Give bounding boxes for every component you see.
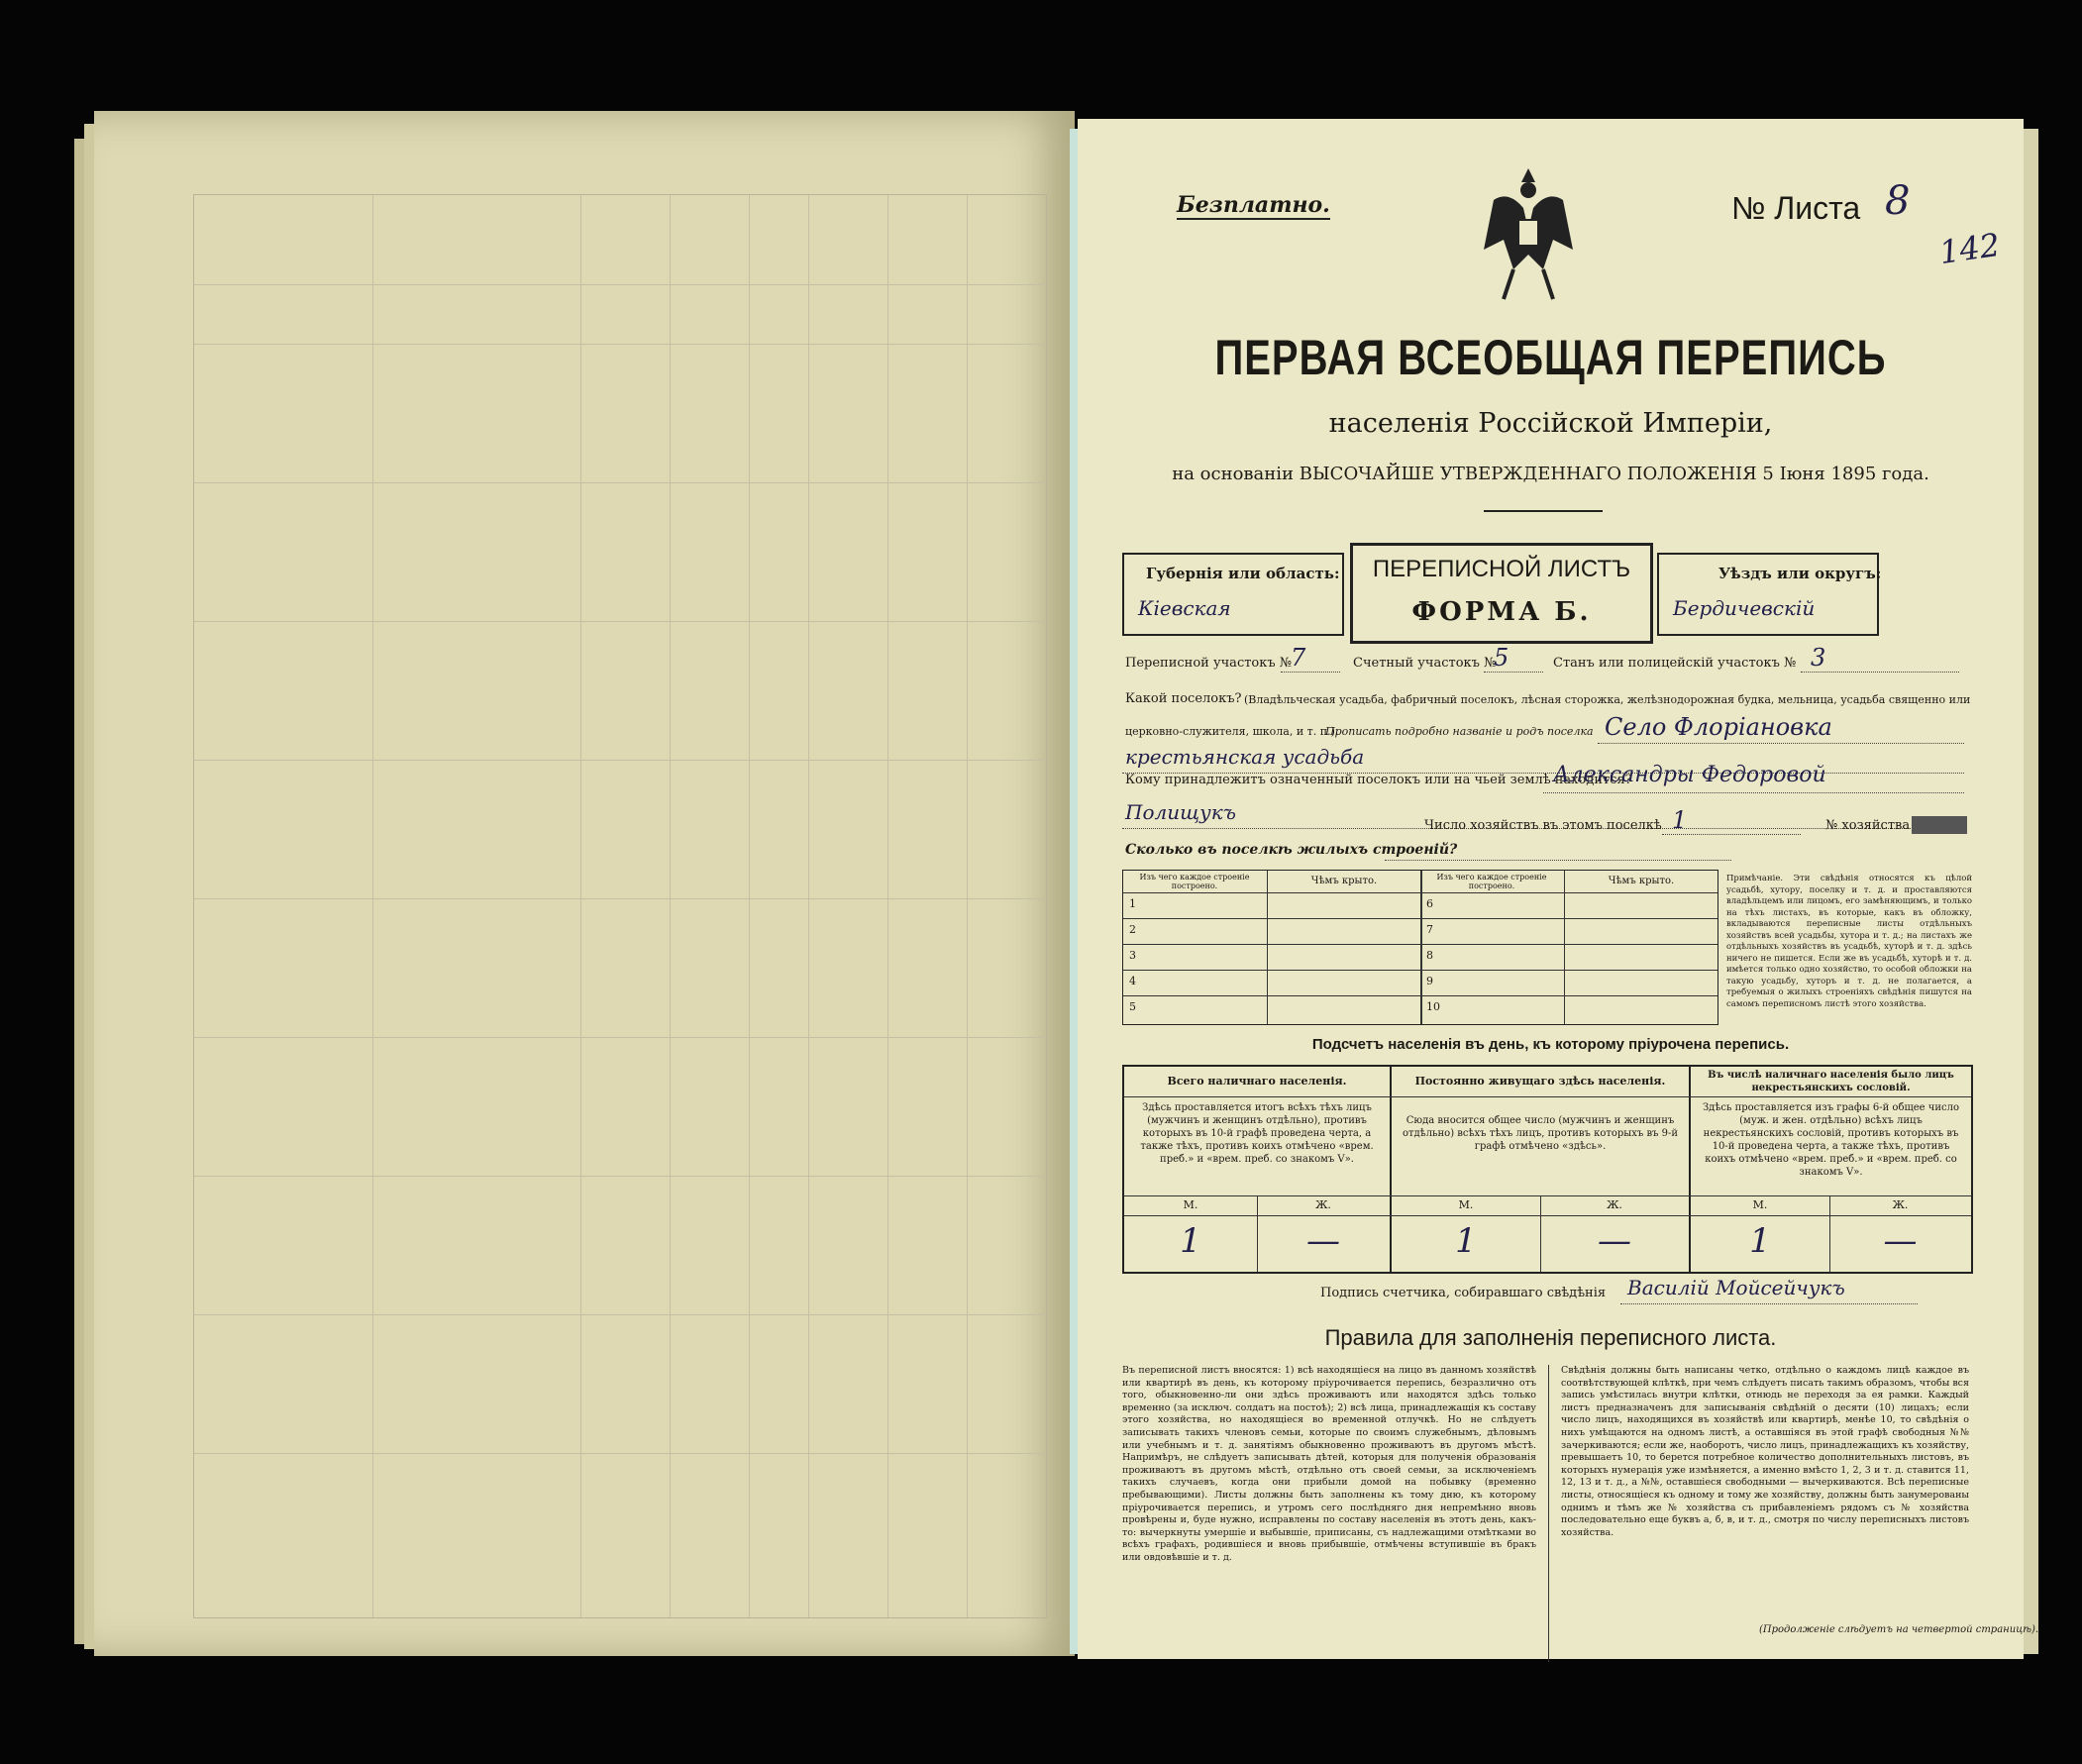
buildings-row-number: 9 — [1426, 975, 1433, 987]
resident-male-value: 1 — [1455, 1221, 1477, 1261]
buildings-col-material: Изъ чего каждое строеніе построено. — [1436, 873, 1547, 890]
male-label: М. — [1458, 1198, 1474, 1211]
census-subtitle: населенія Россійской Имперіи, — [1328, 408, 1773, 439]
households-label: Число хозяйствъ въ этомъ поселкѣ — [1424, 818, 1662, 833]
buildings-table — [1122, 870, 1718, 1025]
count-area-label: Счетный участокъ № — [1353, 656, 1497, 671]
rules-continued-note: (Продолженіе слѣдуетъ на четвертой страницѣ). — [1759, 1624, 2039, 1635]
signature-label: Подпись счетчика, собиравшаго свѣдѣнія — [1320, 1286, 1607, 1300]
buildings-row-number: 8 — [1426, 949, 1433, 962]
census-form-page — [1078, 119, 2039, 1659]
census-title: ПЕРВАЯ ВСЕОБЩАЯ ПЕРЕПИСЬ — [1214, 331, 1887, 386]
buildings-col-roof: Чѣмъ крыто. — [1310, 876, 1378, 886]
free-label: Безплатно. — [1177, 192, 1330, 218]
settlement-value-2: крестьянская усадьба — [1125, 745, 1365, 769]
buildings-row-number: 10 — [1426, 1000, 1440, 1013]
population-col-nonpeasant-text: Здѣсь проставляется изъ графы 6-й общее число (муж. и жен. отдѣльно) всѣхъ лицъ некрестьянскихъ сословій, противъ которыхъ въ 10-й проведена черта, а также тѣхъ, противъ коихъ отмѣчено «врем. преб.» и «врем. преб. со знакомъ V». — [1702, 1102, 1960, 1178]
stan-value: 3 — [1811, 644, 1826, 672]
settlement-label: Какой поселокъ? — [1125, 691, 1242, 706]
buildings-row-number: 6 — [1426, 897, 1433, 910]
sheet-number-value: 8 — [1885, 178, 1911, 224]
population-col-total-head: Всего наличнаго населенія. — [1167, 1075, 1347, 1088]
male-label: М. — [1183, 1198, 1198, 1211]
household-number-label: № хозяйства — [1825, 818, 1911, 833]
owner-value-2: Полищукъ — [1125, 800, 1236, 824]
gubernia-label: Губернія или область: — [1146, 565, 1340, 582]
female-label: Ж. — [1315, 1198, 1331, 1211]
gubernia-value: Кіевская — [1138, 596, 1231, 620]
stan-label: Станъ или полицейскій участокъ № — [1553, 656, 1797, 671]
population-table — [1122, 1065, 1973, 1274]
settlement-value: Село Флоріановка — [1605, 713, 1832, 741]
counter-signature: Василій Мойсейчукъ — [1627, 1276, 1845, 1299]
left-page — [94, 111, 1075, 1656]
households-value: 1 — [1672, 806, 1688, 834]
buildings-label: Сколько въ поселкѣ жилыхъ строеній? — [1125, 842, 1458, 858]
settlement-hint-2: церковно-служителя, школа, и т. п.). — [1125, 725, 1339, 738]
female-label: Ж. — [1607, 1198, 1622, 1211]
population-col-resident-text: Сюда вносится общее число (мужчинъ и женщинъ отдѣльно) всѣхъ тѣхъ лицъ, противъ которыхъ въ 9-й графѣ отмѣчено «здѣсь». — [1402, 1115, 1679, 1152]
count-area-value: 5 — [1494, 644, 1509, 672]
settlement-hint: (Владѣльческая усадьба, фабричный поселокъ, лѣсная сторожка, желѣзнодорожная будка, мельница, усадьба священно или — [1244, 693, 1971, 706]
buildings-row-number: 3 — [1129, 949, 1136, 962]
owner-value: Александры Федоровой — [1553, 763, 1826, 787]
total-male-value: 1 — [1180, 1221, 1201, 1261]
buildings-row-number: 5 — [1129, 1000, 1136, 1013]
imperial-eagle-emblem — [1474, 160, 1583, 309]
buildings-row-number: 4 — [1129, 975, 1136, 987]
female-label: Ж. — [1892, 1198, 1909, 1211]
nonpeasant-female-value: — — [1883, 1221, 1918, 1261]
total-female-value: — — [1306, 1221, 1340, 1261]
buildings-row-number: 1 — [1129, 897, 1136, 910]
buildings-col-roof: Чѣмъ крыто. — [1608, 876, 1675, 886]
census-basis: на основаніи ВЫСОЧАЙШЕ УТВЕРЖДЕННАГО ПОЛОЖЕНІЯ 5 Іюня 1895 года. — [1172, 464, 1929, 484]
census-area-value: 7 — [1291, 644, 1306, 672]
sheet-number-label: № Листа — [1731, 190, 1861, 226]
population-col-resident-head: Постоянно живущаго здѣсь населенія. — [1414, 1075, 1666, 1088]
rules-right-column: Свѣдѣнія должны быть написаны четко, отдѣльно о каждомъ лицѣ каждое въ соотвѣтствующей клѣткѣ, при чемъ слѣдуетъ писать такимъ образомъ, чтобы вся запись умѣстилась внутри клѣтки, отнюдь не переходя за ея рамки. Каждый листъ предназначенъ для записыванія свѣдѣній о десяти (10) лицахъ; если число лицъ, находящихся въ хозяйствѣ или квартирѣ, менѣе 10, то свѣдѣнія о нихъ умѣщаются на одномъ листѣ, а оставшіяся въ этой графѣ свободныя №№ зачеркиваются; если же, наоборотъ, число лицъ, принадлежащихъ къ хозяйству, превышаетъ 10, то берется потребное количество дополнительныхъ листовъ, въ которыхъ нумерація уже измѣняется, а именно вмѣсто 1, 2, 3 и т. д. ставится 11, 12, 13 и т. д., а №№, оставшіеся свободными — вычеркиваются. Всѣ переписные листы, относящіеся къ одному и тому же хозяйству, должны быть занумерованы однимъ и тѣмъ же № хозяйства съ прибавленіемъ рядомъ съ № хозяйства последовательно еще буквъ а, б, в, и т. д., смотря по числу переписныхъ листовъ хозяйства. — [1561, 1365, 1969, 1538]
population-col-total-text: Здѣсь проставляется итогъ всѣхъ тѣхъ лицъ (мужчинъ и женщинъ отдѣльно), противъ которыхъ въ 10-й графѣ проведена черта, а также тѣхъ, противъ коихъ отмѣчено «врем. преб.» и «врем. преб. со знакомъ V». — [1140, 1102, 1374, 1165]
nonpeasant-male-value: 1 — [1749, 1221, 1771, 1261]
rules-left-column: Въ переписной листъ вносятся: 1) всѣ находящіеся на лицо въ данномъ хозяйствѣ или квартирѣ въ день, къ которому пріурочивается перепись, безразлично отъ того, обыкновенно-ли они здѣсь проживаютъ или находятся здѣсь только временно (за исключ. солдатъ на постоѣ); 2) всѣ лица, принадлежащія къ составу этого хозяйства, но находящіеся во временной отлучкѣ. Но не слѣдуетъ записывать такихъ членовъ семьи, которые по своимъ служебнымъ, дѣловымъ или учебнымъ и т. д. занятіямъ обыкновенно проживаютъ въ другомъ мѣстѣ. Напримѣръ, не слѣдуетъ записывать дѣтей, которыя для полученія образованія проживаютъ въ другомъ мѣстѣ, отдѣльно отъ своей семьи, за исключеніемъ такихъ случаевъ, когда они прибыли домой на побывку (временно пребывающими). Листы должны быть заполнены къ тому дню, къ которому пріурочивается перепись, и утромъ сего послѣдняго дня непремѣнно вновь провѣрены и, буде нужно, исправлены по составу населенія въ этотъ день, какъ-то: вычеркнуты умершіе и выбывшіе, приписаны, съ надлежащими отмѣтками во всѣхъ графахъ, родившіеся и вновь прибывшіе, отмѣчены вступившіе въ бракъ или овдовѣвшіе и т. д. — [1122, 1365, 1536, 1563]
owner-label: Кому принадлежитъ означенный поселокъ или на чьей землѣ находится? — [1125, 773, 1632, 787]
rules-title: Правила для заполненія переписного листа. — [1324, 1325, 1777, 1350]
buildings-row-number: 2 — [1129, 923, 1136, 936]
male-label: М. — [1752, 1198, 1768, 1211]
sheet-title-box — [1350, 543, 1653, 644]
archive-number: 142 — [1936, 225, 2003, 272]
settlement-hint-3: Прописать подробно названіе и родъ поселка — [1325, 725, 1594, 738]
census-area-label: Переписной участокъ № — [1125, 656, 1293, 671]
population-col-nonpeasant-head: Въ числѣ наличнаго населенія было лицъ некрестьянскихъ сословій. — [1708, 1070, 1954, 1093]
left-page-faded-grid — [193, 194, 1047, 1618]
resident-female-value: — — [1598, 1221, 1631, 1261]
uezd-value: Бердичевскій — [1673, 596, 1816, 620]
population-title: Подсчетъ населенія въ день, къ которому пріурочена перепись. — [1311, 1036, 1790, 1053]
uezd-label: Уѣздъ или округъ: — [1718, 565, 1882, 582]
form-title: ФОРМА Б. — [1411, 597, 1592, 627]
gubernia-box — [1122, 553, 1344, 636]
buildings-col-material: Изъ чего каждое строеніе построено. — [1139, 873, 1250, 890]
sheet-title: ПЕРЕПИСНОЙ ЛИСТЪ — [1372, 556, 1631, 582]
buildings-note: Примѣчаніе. Эти свѣдѣнія относятся къ цѣлой усадьбѣ, хутору, поселку и т. д. и проставляются владѣльцемъ или лицомъ, его замѣняющимъ, и только на тѣхъ листахъ, въ которые, какъ въ обложку, вкладываются переписные листы отдѣльныхъ хозяйствъ всей усадьбы, хутора и т. д.; на листахъ же отдѣльныхъ хозяйствъ въ усадьбѣ, хуторѣ и т. д. здѣсь ничего не пишется. Если же въ усадьбѣ, хуторѣ и т. д. имѣется только одно хозяйство, то особой обложки на такую усадьбу, хуторъ и т. д. не полагается, а требуемыя о жилыхъ строеніяхъ свѣдѣнія пишутся на самомъ переписномъ листѣ этого хозяйства. — [1726, 874, 1972, 1009]
uezd-box — [1657, 553, 1882, 636]
household-number-redacted — [1912, 816, 1967, 834]
buildings-row-number: 7 — [1426, 923, 1433, 936]
